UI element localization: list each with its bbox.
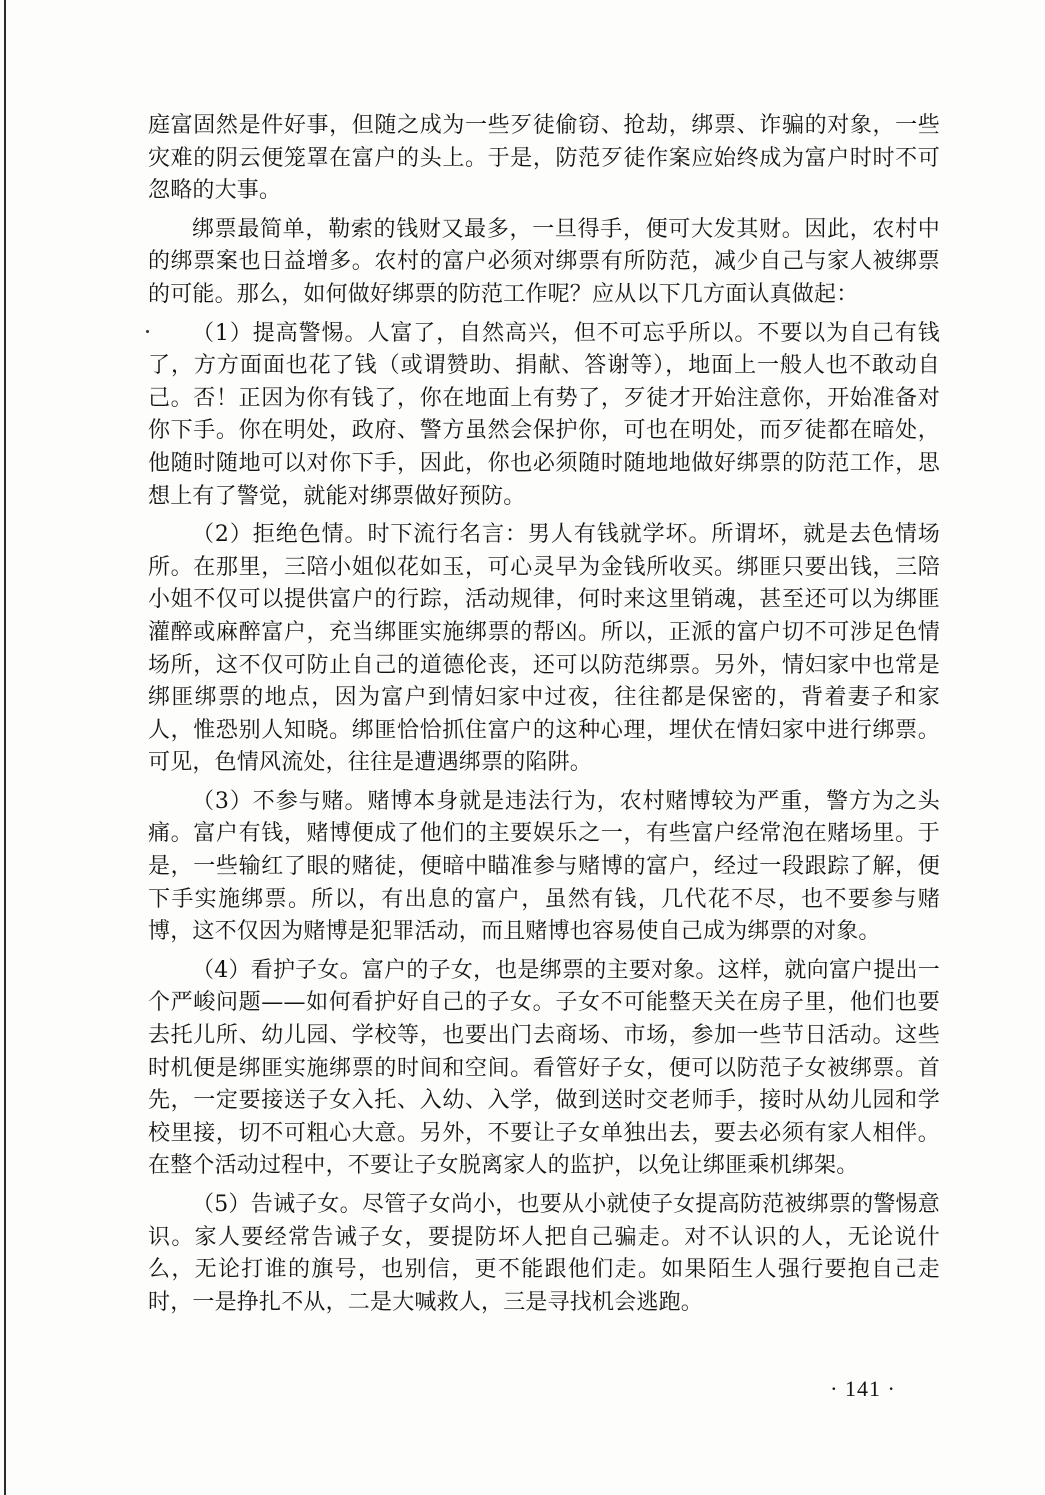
paragraph-intro: 绑票最简单，勒索的钱财又最多，一旦得手，便可大发其财。因此，农村中的绑票案也日益增多。农村的富户必须对绑票有所防范，减少自己与家人被绑票的可能。那么，如何做好绑票的防范工作呢？应从以下几方面认真做起：	[148, 216, 940, 307]
paragraph-point-3: （3）不参与赌。赌博本身就是违法行为，农村赌博较为严重，警方为之头痛。富户有钱，赌博便成了他们的主要娱乐之一，有些富户经常泡在赌场里。于是，一些输红了眼的赌徒，便暗中瞄准参与赌博的富户，经过一段跟踪了解，便下手实施绑票。所以，有出息的富户，虽然有钱，几代花不尽，也不要参与赌博，这不仅因为赌博是犯罪活动，而且赌博也容易使自己成为绑票的对象。	[148, 788, 940, 945]
paragraph-continuation: 庭富固然是件好事，但随之成为一些歹徒偷窃、抢劫，绑票、诈骗的对象，一些灾难的阴云便笼罩在富户的头上。于是，防范歹徒作案应始终成为富户时时不可忽略的大事。	[148, 113, 940, 204]
body-text	[148, 110, 940, 1319]
paragraph-point-5: （5）告诫子女。尽管子女尚小，也要从小就使子女提高防范被绑票的警惕意识。家人要经常告诫子女，要提防坏人把自己骗走。对不认识的人，无论说什么，无论打谁的旗号，也别信，更不能跟他们走。如果陌生人强行要抱自己走时，一是挣扎不从，二是大喊救人，三是寻找机会逃跑。	[148, 1192, 940, 1315]
paragraph-point-1: （1）提高警惕。人富了，自然高兴，但不可忘乎所以。不要以为自己有钱了，方方面面也花了钱（或谓赞助、捐献、答谢等），地面上一般人也不敢动自己。否！正因为你有钱了，你在地面上有势了，歹徒才开始注意你，开始准备对你下手。你在明处，政府、警方虽然会保护你，可也在明处，而歹徒都在暗处，他随时随地可以对你下手，因此，你也必须随时随地地做好绑票的防范工作，思想上有了警觉，就能对绑票做好预防。	[148, 320, 940, 509]
paragraph-point-4: （4）看护子女。富户的子女，也是绑票的主要对象。这样，就向富户提出一个严峻问题——如何看护好自己的子女。子女不可能整天关在房子里，他们也要去托儿所、幼儿园、学校等，也要出门去商场、市场，参加一些节日活动。这些时机便是绑匪实施绑票的时间和空间。看管好子女，便可以防范子女被绑票。首先，一定要接送子女入托、入幼、入学，做到送时交老师手，接时从幼儿园和学校里接，切不可粗心大意。另外，不要让子女单独出去，要去必须有家人相伴。在整个活动过程中，不要让子女脱离家人的监护，以免让绑匪乘机绑架。	[148, 957, 940, 1179]
page-number: · 141 ·	[830, 1376, 896, 1401]
page-binding-edge	[4, 0, 6, 1495]
paragraph-point-2: （2）拒绝色情。时下流行名言：男人有钱就学坏。所谓坏，就是去色情场所。在那里，三陪小姐似花如玉，可心灵早为金钱所收买。绑匪只要出钱，三陪小姐不仅可以提供富户的行踪，活动规律，何时来这里销魂，甚至还可以为绑匪灌醉或麻醉富户，充当绑匪实施绑票的帮凶。所以，正派的富户切不可涉足色情场所，这不仅可防止自己的道德伦丧，还可以防范绑票。另外，情妇家中也常是绑匪绑票的地点，因为富户到情妇家中过夜，往往都是保密的，背着妻子和家人，惟恐别人知晓。绑匪恰恰抓住富户的这种心理，埋伏在情妇家中进行绑票。可见，色情风流处，往往是遭遇绑票的陷阱。	[148, 522, 940, 776]
